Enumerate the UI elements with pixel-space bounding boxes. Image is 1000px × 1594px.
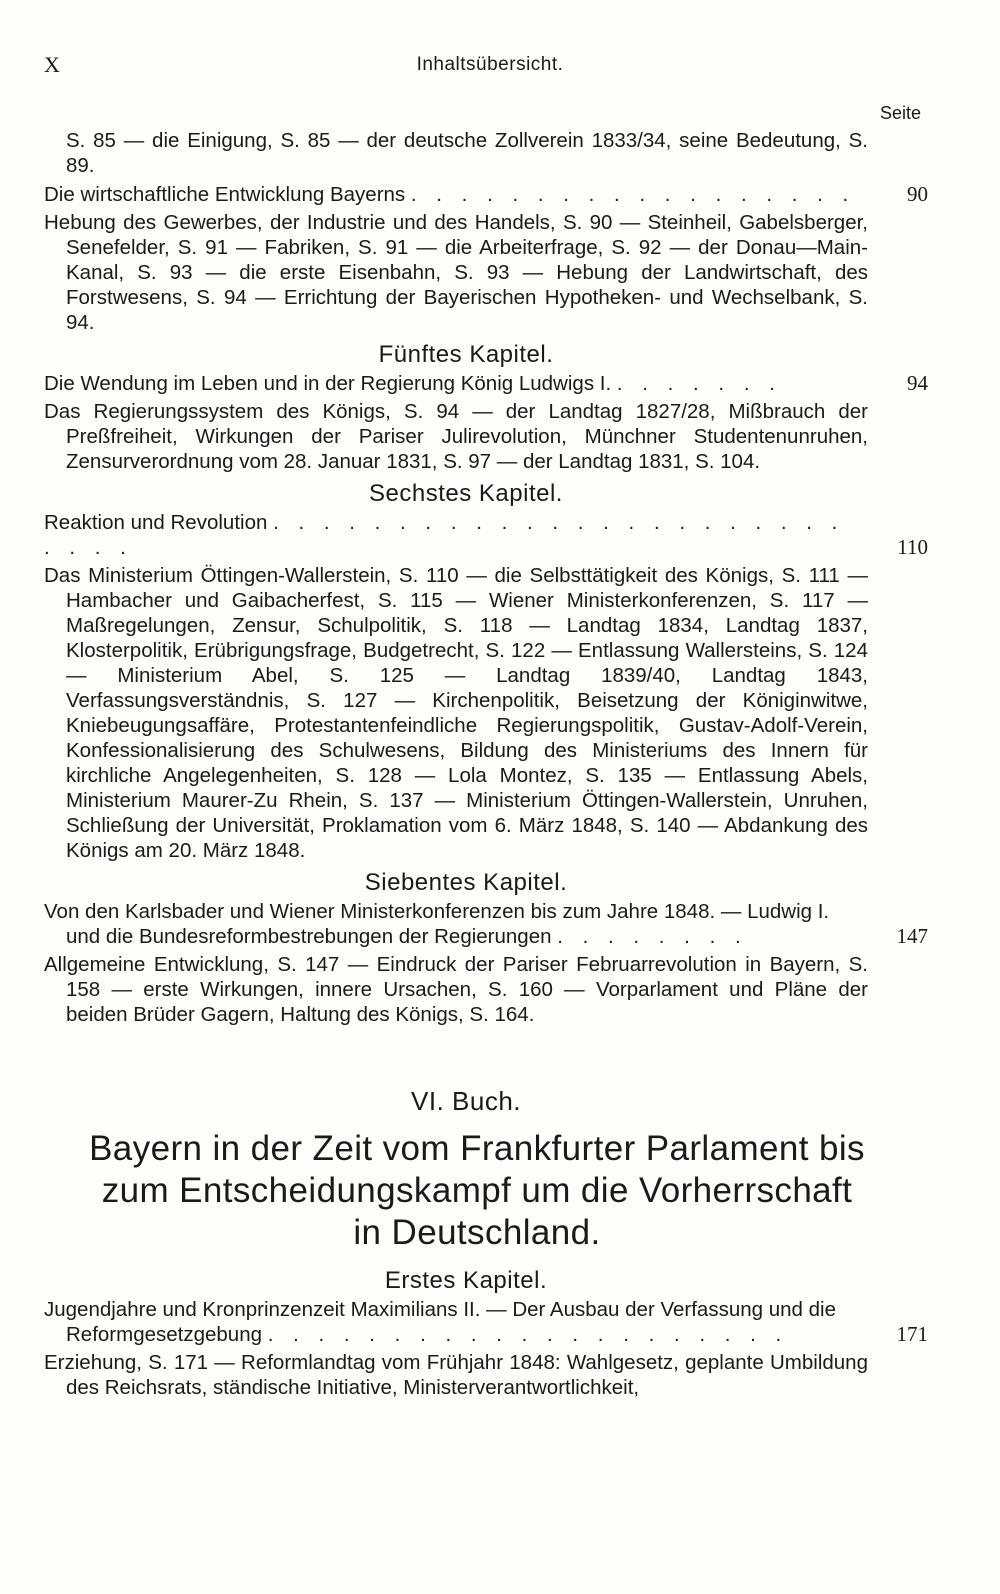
toc-entry-text [44, 371, 868, 396]
toc-entry-title: Reaktion und Revolution [44, 511, 268, 534]
book-title-line: in Deutschland. [353, 1213, 601, 1252]
leader-dots: . . . . . . . . [557, 925, 748, 948]
toc-entry-text [44, 1297, 868, 1347]
toc-entry-summary: Allgemeine Entwicklung, S. 147 — Eindruck der Pariser Februarrevolution in Bayern, S. 158 — erste Wirkungen, innere Ursachen, S. 160 — Vorparlament und Pläne der beiden Brüder Gagern, Haltung des Königs, S. 164. [44, 953, 868, 1026]
leader-dots: . . . . . . . . . . . . . . . . . . . . . [267, 1323, 789, 1346]
toc-entry-title: Die wirtschaftliche Entwicklung Bayerns [44, 183, 406, 206]
book-title [44, 1128, 928, 1254]
leader-dots: . . . . . . . . . . . . . . . . . . . . . . . . . . . [44, 511, 845, 559]
chapter-heading: Sechstes Kapitel. [369, 480, 563, 507]
toc-entry-page: 110 [897, 535, 928, 559]
toc-entry-page: 90 [907, 182, 928, 206]
leader-dots: . . . . . . . [616, 372, 782, 395]
chapter-heading: Siebentes Kapitel. [364, 869, 568, 896]
toc-entry-maximilian[interactable] [44, 1297, 928, 1347]
toc-entry-summary: Das Ministerium Öttingen-Wallerstein, S. 110 — die Selbsttätigkeit des Königs, S. 111 — Hambacher und Gaibacherfest, S. 115 — Wiener Ministerkonferenzen, S. 117 — Maßregelungen, Zensur, Schulpolitik, S. 118 — Landtag 1834, Landtag 1837, Klosterpolitik, Erübrigungsfrage, Budgetrecht, S. 122 — Entlassung Wallersteins, S. 124 — Ministerium Abel, S. 125 — Landtag 1839/40, Landtag 1843, Verfassungsverständnis, S. 127 — Kirchenpolitik, Beisetzung der Königinwitwe, Kniebeugungsaffäre, Protestantenfeindliche Regierungspolitik, Gustav-Adolf-Verein, Konfessionalisierung des Schulwesens, Bildung des Ministeriums des Innern für kirchliche Angelegenheiten, S. 128 — Lola Montez, S. 135 — Entlassung Abels, Ministerium Maurer-Zu Rhein, S. 137 — Ministerium Öttingen-Wallerstein, Unruhen, Schließung der Universität, Proklamation vom 6. März 1848, S. 140 — Abdankung des Königs am 20. März 1848. [44, 564, 868, 862]
chapter-heading: Fünftes Kapitel. [378, 341, 554, 368]
toc-entry-page: 94 [907, 371, 928, 395]
toc-entry-wendung[interactable] [44, 371, 928, 396]
toc-entry-text [44, 510, 868, 560]
running-head [0, 52, 1000, 84]
summary-continuation: S. 85 — die Einigung, S. 85 — der deutsche Zollverein 1833/34, seine Bedeutung, S. 89. [66, 129, 868, 177]
book-title-line: zum Entscheidungskampf um die Vorherrschaft [101, 1171, 853, 1210]
toc-entry-karlsbader[interactable] [44, 899, 928, 949]
toc-entry-title: Von den Karlsbader und Wiener Ministerkonferenzen bis zum Jahre 1848. — Ludwig I. und die Bundesreformbestrebungen der Regierungen [44, 900, 830, 948]
toc-entry-wirtschaftliche-entwicklung[interactable] [44, 182, 928, 207]
toc-entry-title: Die Wendung im Leben und in der Regierung König Ludwigs I. [44, 372, 612, 395]
toc-entry-text [44, 182, 868, 207]
toc-entry-reaktion-revolution[interactable] [44, 510, 928, 560]
toc-entry-summary: Das Regierungssystem des Königs, S. 94 — der Landtag 1827/28, Mißbrauch der Preßfreiheit, Wirkungen der Pariser Julirevolution, Münchner Studentenunruhen, Zensurverordnung vom 28. Januar 1831, S. 97 — der Landtag 1831, S. 104. [44, 400, 868, 473]
seite-column-label: Seite [880, 103, 922, 123]
toc-entry-page: 171 [896, 1322, 928, 1346]
toc-entry-summary: Erziehung, S. 171 — Reformlandtag vom Frühjahr 1848: Wahlgesetz, geplante Umbildung des Reichsrats, ständische Initiative, Ministerverantwortlichkeit, [44, 1351, 868, 1399]
book-heading: VI. Buch. [411, 1086, 521, 1116]
running-title: Inhaltsübersicht. [416, 54, 564, 75]
toc-entry-summary: Hebung des Gewerbes, der Industrie und des Handels, S. 90 — Steinheil, Gabelsberger, Senefelder, S. 91 — Fabriken, S. 91 — die Arbeiterfrage, S. 92 — der Donau—Main-Kanal, S. 93 — die erste Eisenbahn, S. 93 — Hebung der Landwirtschaft, des Forstwesens, S. 94 — Errichtung der Bayerischen Hypotheken- und Wechselbank, S. 94. [44, 211, 868, 334]
toc-entry-page: 147 [896, 924, 928, 948]
toc-entry-text [44, 899, 868, 949]
toc-content [44, 128, 928, 1400]
chapter-heading: Erstes Kapitel. [384, 1267, 548, 1294]
leader-dots: . . . . . . . . . . . . . . . . . . [410, 183, 856, 206]
toc-entry-title: Jugendjahre und Kronprinzenzeit Maximilians II. — Der Ausbau der Verfassung und die Reformgesetzgebung [44, 1298, 836, 1346]
page-number: X [44, 52, 61, 77]
book-title-line: Bayern in der Zeit vom Frankfurter Parlament bis [89, 1129, 865, 1168]
